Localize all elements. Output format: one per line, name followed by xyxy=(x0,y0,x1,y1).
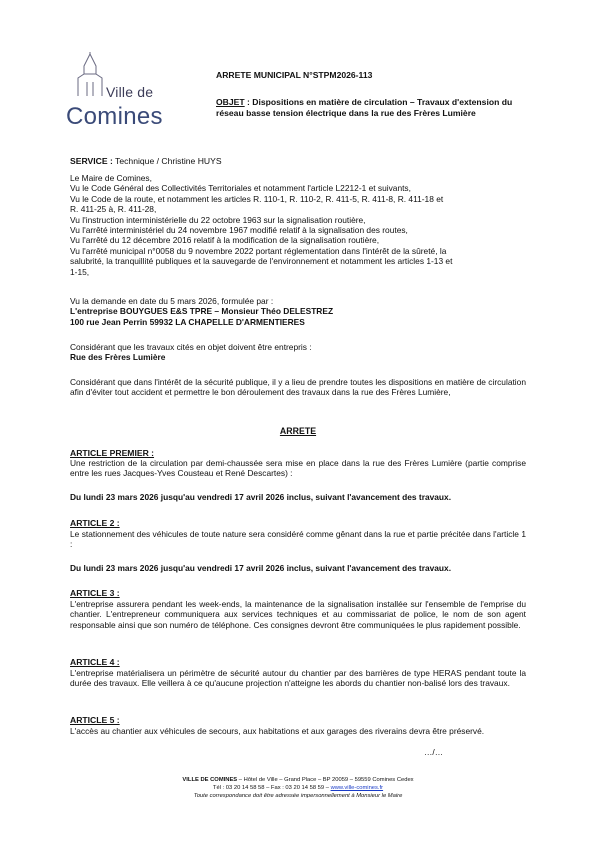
logo-line-ville-de: Ville de xyxy=(106,84,154,100)
article-3-title: ARTICLE 3 : xyxy=(70,588,120,598)
service-line xyxy=(70,156,222,166)
article-5-text: L'accès au chantier aux véhicules de secours, aux habitations et aux garages des riverains devra être préservé. xyxy=(70,726,485,736)
continuation-mark: …/… xyxy=(424,747,444,757)
visa-line: Vu le Code de la route, et notamment les articles R. 110-1, R. 110-2, R. 411-5, R. 411-8, R. 411-18 et xyxy=(70,193,444,204)
arrete-heading: ARRETE xyxy=(279,426,317,436)
article-4-title: ARTICLE 4 : xyxy=(70,657,120,667)
demande-line: Vu la demande en date du 5 mars 2026, formulée par : xyxy=(70,296,274,306)
service-label: SERVICE : xyxy=(70,156,113,166)
visa-line: Vu l'instruction interministérielle du 22 octobre 1963 sur la signalisation routière, xyxy=(70,214,366,225)
document-title: ARRETE MUNICIPAL N°STPM2026-113 xyxy=(216,70,373,80)
visa-line: Vu l'arrêté interministériel du 24 novembre 1967 modifié relatif à la signalisation des routes, xyxy=(70,225,408,236)
visas-block xyxy=(70,173,526,277)
church-tower-icon xyxy=(70,52,110,98)
considerant-street: Rue des Frères Lumière xyxy=(70,352,166,363)
considerant-block-1 xyxy=(70,342,526,363)
visa-line: Le Maire de Comines, xyxy=(70,173,152,183)
considerant-block-2: Considérant que dans l'intérêt de la sécurité publique, il y a lieu de prendre toutes les dispositions en matière de circulation afin d'éviter tout accident et permettre le bon déroulement des travaux dans la rue des Frères Lumière, xyxy=(70,377,526,398)
article-1-text: Une restriction de la circulation par demi-chaussée sera mise en place dans la rue des Frères Lumière (partie comprise entre les rues Jacques-Yves Cousteau et René Descartes) : xyxy=(70,458,526,479)
demande-company: L'entreprise BOUYGUES E&S TPRE – Monsieur Théo DELESTREZ xyxy=(70,306,334,317)
visa-line: 1-15, xyxy=(70,266,90,277)
objet-label: OBJET xyxy=(216,97,245,107)
article-3-text: L'entreprise assurera pendant les week-ends, la maintenance de la signalisation installée sur l'ensemble de l'emprise du chantier. L'entrepreneur communiquera aux services techniques et au commissariat de police, le nom de son agent responsable ainsi que son numéro de téléphone. Ces consignes devront être communiquées le plus rapidement possible. xyxy=(70,599,526,630)
footer-contact-line xyxy=(70,784,526,792)
considerant-line: Considérant que les travaux cités en objet doivent être entrepris : xyxy=(70,342,312,352)
footer-correspondence-note: Toute correspondance doit être adressée impersonnellement à Monsieur le Maire xyxy=(193,793,403,799)
visa-line: Vu le Code Général des Collectivités Territoriales et notamment l'article L2212-1 et suivants, xyxy=(70,183,411,194)
visa-line: salubrité, la tranquillité publiques et la sauvegarde de l'environnement et notamment les articles 1-13 et xyxy=(70,256,453,267)
article-1-title: ARTICLE PREMIER : xyxy=(70,448,155,458)
article-2-dates: Du lundi 23 mars 2026 jusqu'au vendredi 17 avril 2026 inclus, suivant l'avancement des travaux. xyxy=(70,563,452,573)
objet-text: : Dispositions en matière de circulation – Travaux d'extension du réseau basse tension électrique dans la rue des Frères Lumière xyxy=(216,97,513,118)
footer-phone-fax: Tél : 03 20 14 58 58 – Fax : 03 20 14 58 59 – xyxy=(212,785,331,791)
footer-address: – Hôtel de Ville – Grand Place – BP 20059 – 59559 Comines Cedex xyxy=(237,777,414,783)
footer-website-link[interactable]: www.ville-comines.fr xyxy=(330,785,384,791)
article-2-text: Le stationnement des véhicules de toute nature sera considéré comme gênant dans la rue et partie précitée dans l'article 1 : xyxy=(70,529,526,550)
visa-line: Vu l'arrêté municipal n°0058 du 9 novembre 2022 portant réglementation dans l'intérêt de la sûreté, la xyxy=(70,245,447,256)
article-2-title: ARTICLE 2 : xyxy=(70,518,120,528)
service-value: Technique / Christine HUYS xyxy=(112,156,222,166)
logo-line-comines: Comines xyxy=(66,103,163,130)
article-1-dates: Du lundi 23 mars 2026 jusqu'au vendredi 17 avril 2026 inclus, suivant l'avancement des travaux. xyxy=(70,492,452,502)
article-4-text: L'entreprise matérialisera un périmètre de sécurité autour du chantier par des barrières de type HERAS pendant toute la durée des travaux. Elle veillera à ce qu'aucune projection n'atteigne les abords du chantier non-balisé lors des travaux. xyxy=(70,668,526,689)
visa-line: R. 411-25 à, R. 411-28, xyxy=(70,204,157,215)
article-5-title: ARTICLE 5 : xyxy=(70,715,120,725)
comines-logo xyxy=(62,52,177,132)
demande-block xyxy=(70,296,526,327)
objet-block xyxy=(216,97,534,119)
footer xyxy=(70,776,526,800)
visa-line: Vu l'arrêté du 12 décembre 2016 relatif à la modification de la signalisation routière, xyxy=(70,235,380,246)
footer-city-name: VILLE DE COMINES xyxy=(182,777,238,783)
footer-address-line xyxy=(70,776,526,784)
demande-address: 100 rue Jean Perrin 59932 LA CHAPELLE D'ARMENTIERES xyxy=(70,316,305,327)
